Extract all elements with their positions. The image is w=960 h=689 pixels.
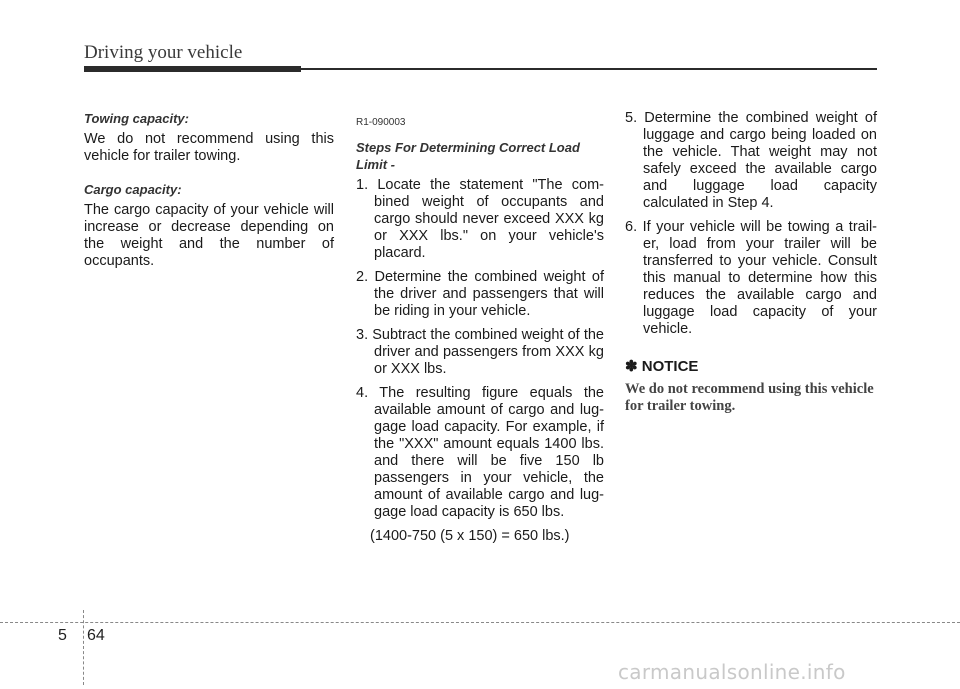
page-header-title: Driving your vehicle bbox=[84, 42, 243, 63]
example-formula: (1400-750 (5 x 150) = 650 lbs.) bbox=[370, 528, 570, 544]
step-1: 1. Locate the statement "The com-bined weight of occupants and cargo should never exceed XXX kg or XXX lbs." on your vehicle's placard. bbox=[356, 177, 604, 261]
notice-heading: ✽ NOTICE bbox=[625, 358, 699, 375]
section-number: 5 bbox=[58, 627, 67, 644]
notice-text: We do not recommend using this vehicle for trailer towing. bbox=[625, 381, 874, 414]
towing-capacity-heading: Towing capacity: bbox=[84, 111, 189, 126]
column-middle bbox=[356, 110, 604, 545]
step-3: 3. Subtract the combined weight of the driver and passengers from XXX kg or XXX lbs. bbox=[356, 327, 604, 377]
cargo-capacity-text: The cargo capacity of your vehicle will increase or decrease depending on the weight and the number of occupants. bbox=[84, 202, 334, 269]
page-number: 64 bbox=[87, 627, 105, 644]
step-6: 6. If your vehicle will be towing a trail-er, load from your trailer will be transferred to your vehicle. Consult this manual to determine how this reduces the available cargo and luggage load capacity of your vehicle. bbox=[625, 219, 877, 337]
section-code: R1-090003 bbox=[356, 117, 406, 128]
cargo-capacity-heading: Cargo capacity: bbox=[84, 182, 182, 197]
header-bar bbox=[84, 66, 301, 72]
step-2: 2. Determine the combined weight of the driver and passengers that will be riding in your vehicle. bbox=[356, 269, 604, 319]
step-5: 5. Determine the combined weight of luggage and cargo being loaded on the vehicle. That weight may not safely exceed the available cargo and luggage load capacity calculated in Step 4. bbox=[625, 110, 877, 211]
load-limit-heading: Steps For Determining Correct Load Limit - bbox=[356, 140, 580, 172]
footer-divider bbox=[83, 610, 84, 685]
column-right bbox=[625, 110, 877, 415]
step-4: 4. The resulting figure equals the available amount of cargo and lug-gage load capacity. For example, if the "XXX" amount equals 1400 lbs. and there will be five 150 lb passengers in your vehicle, the amount of available cargo and lug-gage load capacity is 650 lbs. bbox=[356, 385, 604, 520]
footer-rule bbox=[0, 622, 960, 623]
towing-capacity-text: We do not recommend using this vehicle for trailer towing. bbox=[84, 131, 334, 164]
watermark: carmanualsonline.info bbox=[618, 660, 846, 684]
header-rule bbox=[301, 68, 877, 70]
column-left bbox=[84, 110, 334, 286]
